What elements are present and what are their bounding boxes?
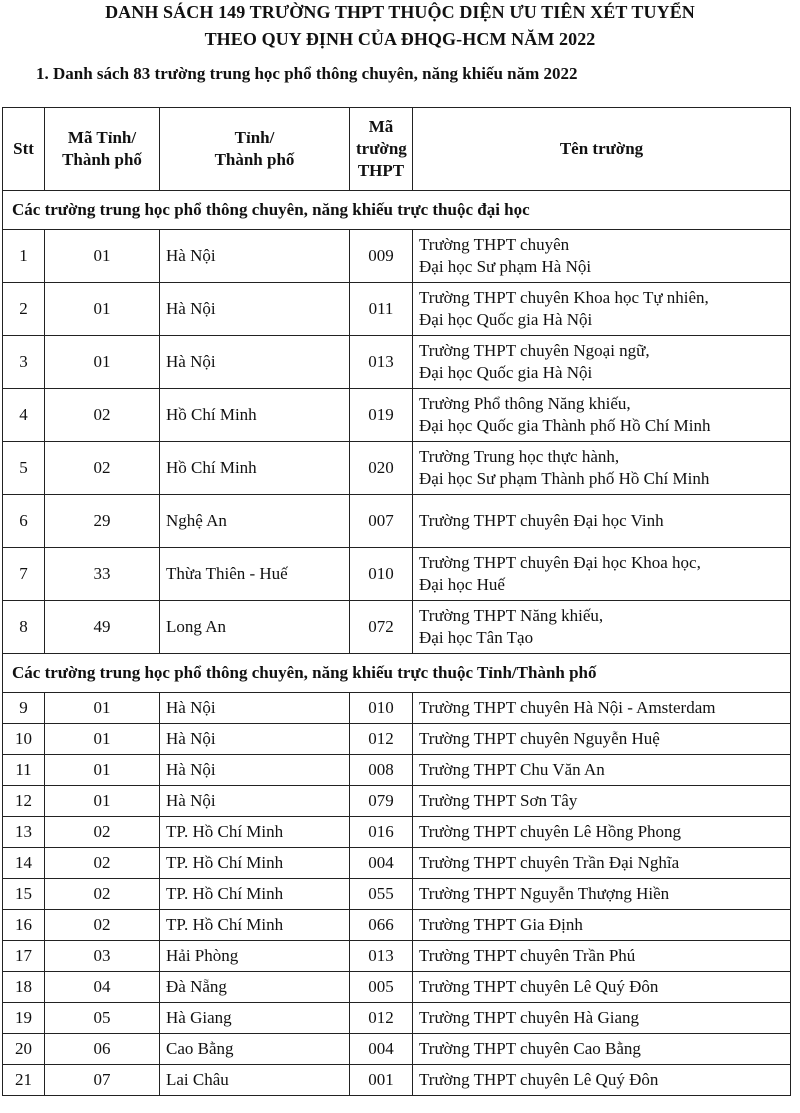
ten-truong-line-1: Trường THPT chuyên Đại học Khoa học, bbox=[419, 553, 701, 572]
cell-tinh: TP. Hồ Chí Minh bbox=[160, 910, 350, 941]
cell-tinh: Long An bbox=[160, 601, 350, 654]
cell-tinh: Cao Bằng bbox=[160, 1034, 350, 1065]
table-row bbox=[3, 817, 791, 848]
cell-ma-truong: 001 bbox=[350, 1065, 413, 1096]
table-row bbox=[3, 389, 791, 442]
cell-ma-truong: 010 bbox=[350, 693, 413, 724]
cell-ten-truong: Trường THPT chuyên Nguyễn Huệ bbox=[413, 724, 791, 755]
cell-ten-truong: Trường THPT chuyên Lê Hồng Phong bbox=[413, 817, 791, 848]
cell-ten-truong: Trường THPT chuyên Hà Giang bbox=[413, 1003, 791, 1034]
cell-stt: 15 bbox=[3, 879, 45, 910]
header-ten-truong: Tên trường bbox=[413, 108, 791, 191]
cell-ma-truong: 008 bbox=[350, 755, 413, 786]
cell-ma-truong: 019 bbox=[350, 389, 413, 442]
document-title-line-1: DANH SÁCH 149 TRƯỜNG THPT THUỘC DIỆN ƯU TIÊN XÉT TUYỂN bbox=[105, 2, 695, 22]
cell-stt: 1 bbox=[3, 230, 45, 283]
cell-tinh: Hà Nội bbox=[160, 755, 350, 786]
cell-ma-tinh: 02 bbox=[45, 910, 160, 941]
cell-ma-tinh: 49 bbox=[45, 601, 160, 654]
cell-stt: 12 bbox=[3, 786, 45, 817]
cell-ten-truong: Trường THPT Gia Định bbox=[413, 910, 791, 941]
cell-stt: 5 bbox=[3, 442, 45, 495]
cell-ma-tinh: 05 bbox=[45, 1003, 160, 1034]
cell-ma-tinh: 01 bbox=[45, 755, 160, 786]
ten-truong-line-1: Trường Trung học thực hành, bbox=[419, 447, 620, 466]
cell-ma-tinh: 02 bbox=[45, 817, 160, 848]
ten-truong-line-2: Đại học Sư phạm Hà Nội bbox=[419, 257, 592, 276]
cell-ten-truong: Trường THPT chuyên Trần Đại Nghĩa bbox=[413, 848, 791, 879]
section-subtitle: 1. Danh sách 83 trường trung học phổ thông chuyên, năng khiếu năm 2022 bbox=[36, 64, 578, 83]
cell-stt: 3 bbox=[3, 336, 45, 389]
ten-truong-line-1: Trường THPT chuyên Ngoại ngữ, bbox=[419, 341, 650, 360]
cell-tinh: Đà Nẵng bbox=[160, 972, 350, 1003]
cell-ten-truong bbox=[413, 336, 791, 389]
cell-ma-tinh: 07 bbox=[45, 1065, 160, 1096]
cell-tinh: Hồ Chí Minh bbox=[160, 442, 350, 495]
cell-ma-tinh: 33 bbox=[45, 548, 160, 601]
cell-tinh: TP. Hồ Chí Minh bbox=[160, 848, 350, 879]
table-row bbox=[3, 724, 791, 755]
table-row bbox=[3, 548, 791, 601]
cell-ten-truong bbox=[413, 601, 791, 654]
cell-ma-truong: 007 bbox=[350, 495, 413, 548]
ten-truong-line-1: Trường THPT chuyên Khoa học Tự nhiên, bbox=[419, 288, 709, 307]
table-row bbox=[3, 1065, 791, 1096]
cell-stt: 17 bbox=[3, 941, 45, 972]
header-ma-tinh: Mã Tỉnh/ Thành phố bbox=[45, 108, 160, 191]
table-row bbox=[3, 1034, 791, 1065]
cell-tinh: Thừa Thiên - Huế bbox=[160, 548, 350, 601]
table-row bbox=[3, 230, 791, 283]
cell-ten-truong bbox=[413, 283, 791, 336]
table-body bbox=[3, 191, 791, 1096]
ten-truong-line-2: Đại học Sư phạm Thành phố Hồ Chí Minh bbox=[419, 469, 710, 488]
cell-ma-tinh: 01 bbox=[45, 693, 160, 724]
cell-ma-tinh: 04 bbox=[45, 972, 160, 1003]
table-row bbox=[3, 442, 791, 495]
cell-ten-truong bbox=[413, 230, 791, 283]
cell-stt: 7 bbox=[3, 548, 45, 601]
cell-ma-tinh: 02 bbox=[45, 848, 160, 879]
cell-tinh: Hà Nội bbox=[160, 693, 350, 724]
cell-stt: 16 bbox=[3, 910, 45, 941]
table-row bbox=[3, 283, 791, 336]
cell-tinh: Hà Nội bbox=[160, 230, 350, 283]
table-row bbox=[3, 879, 791, 910]
cell-tinh: Nghệ An bbox=[160, 495, 350, 548]
cell-stt: 19 bbox=[3, 1003, 45, 1034]
cell-stt: 14 bbox=[3, 848, 45, 879]
cell-ma-truong: 004 bbox=[350, 1034, 413, 1065]
cell-ma-tinh: 01 bbox=[45, 786, 160, 817]
cell-ten-truong: Trường THPT Sơn Tây bbox=[413, 786, 791, 817]
ten-truong-line-1: Trường Phổ thông Năng khiếu, bbox=[419, 394, 631, 413]
table-row bbox=[3, 1003, 791, 1034]
cell-ten-truong: Trường THPT chuyên Hà Nội - Amsterdam bbox=[413, 693, 791, 724]
cell-ma-truong: 004 bbox=[350, 848, 413, 879]
ten-truong-line-2: Đại học Quốc gia Hà Nội bbox=[419, 310, 593, 329]
cell-ma-truong: 011 bbox=[350, 283, 413, 336]
document-title-line-2: THEO QUY ĐỊNH CỦA ĐHQG-HCM NĂM 2022 bbox=[204, 29, 596, 49]
cell-tinh: Hà Giang bbox=[160, 1003, 350, 1034]
cell-ten-truong bbox=[413, 548, 791, 601]
section-row-province bbox=[3, 654, 791, 693]
cell-stt: 20 bbox=[3, 1034, 45, 1065]
schools-table bbox=[2, 107, 791, 1096]
cell-tinh: TP. Hồ Chí Minh bbox=[160, 817, 350, 848]
cell-stt: 13 bbox=[3, 817, 45, 848]
section-row-university bbox=[3, 191, 791, 230]
cell-tinh: TP. Hồ Chí Minh bbox=[160, 879, 350, 910]
cell-stt: 11 bbox=[3, 755, 45, 786]
cell-stt: 21 bbox=[3, 1065, 45, 1096]
table-row bbox=[3, 786, 791, 817]
table-row bbox=[3, 910, 791, 941]
cell-ma-truong: 013 bbox=[350, 336, 413, 389]
table-row bbox=[3, 601, 791, 654]
header-stt: Stt bbox=[3, 108, 45, 191]
table-row bbox=[3, 693, 791, 724]
cell-ma-truong: 066 bbox=[350, 910, 413, 941]
cell-ma-truong: 016 bbox=[350, 817, 413, 848]
cell-tinh: Hải Phòng bbox=[160, 941, 350, 972]
cell-ma-tinh: 01 bbox=[45, 336, 160, 389]
ten-truong-line-1: Trường THPT Năng khiếu, bbox=[419, 606, 604, 625]
ten-truong-line-1: Trường THPT chuyên bbox=[419, 235, 570, 254]
cell-stt: 9 bbox=[3, 693, 45, 724]
cell-ma-tinh: 01 bbox=[45, 230, 160, 283]
cell-tinh: Hà Nội bbox=[160, 283, 350, 336]
cell-tinh: Hà Nội bbox=[160, 336, 350, 389]
table-header-row bbox=[3, 108, 791, 191]
ten-truong-line-2: Đại học Huế bbox=[419, 575, 505, 594]
table-row bbox=[3, 495, 791, 548]
cell-ma-truong: 010 bbox=[350, 548, 413, 601]
ten-truong-line-2: Đại học Tân Tạo bbox=[419, 628, 534, 647]
cell-ten-truong: Trường THPT chuyên Lê Quý Đôn bbox=[413, 1065, 791, 1096]
header-tinh: Tỉnh/ Thành phố bbox=[160, 108, 350, 191]
table-row bbox=[3, 848, 791, 879]
cell-tinh: Lai Châu bbox=[160, 1065, 350, 1096]
cell-ma-tinh: 06 bbox=[45, 1034, 160, 1065]
cell-ten-truong: Trường THPT Nguyễn Thượng Hiền bbox=[413, 879, 791, 910]
cell-ma-tinh: 03 bbox=[45, 941, 160, 972]
cell-ma-tinh: 02 bbox=[45, 389, 160, 442]
cell-ten-truong bbox=[413, 495, 791, 548]
cell-ten-truong bbox=[413, 389, 791, 442]
cell-stt: 8 bbox=[3, 601, 45, 654]
cell-ma-truong: 009 bbox=[350, 230, 413, 283]
cell-ten-truong: Trường THPT chuyên Trần Phú bbox=[413, 941, 791, 972]
cell-stt: 4 bbox=[3, 389, 45, 442]
ten-truong-line-1: Trường THPT chuyên Đại học Vinh bbox=[419, 511, 664, 530]
cell-stt: 2 bbox=[3, 283, 45, 336]
cell-ma-tinh: 01 bbox=[45, 283, 160, 336]
cell-ma-truong: 079 bbox=[350, 786, 413, 817]
table-row bbox=[3, 336, 791, 389]
cell-ma-truong: 005 bbox=[350, 972, 413, 1003]
cell-ma-truong: 013 bbox=[350, 941, 413, 972]
ten-truong-line-2: Đại học Quốc gia Thành phố Hồ Chí Minh bbox=[419, 416, 711, 435]
table-row bbox=[3, 755, 791, 786]
table-row bbox=[3, 972, 791, 1003]
cell-ma-truong: 012 bbox=[350, 1003, 413, 1034]
cell-ma-tinh: 29 bbox=[45, 495, 160, 548]
cell-tinh: Hà Nội bbox=[160, 724, 350, 755]
cell-stt: 10 bbox=[3, 724, 45, 755]
cell-ten-truong: Trường THPT chuyên Lê Quý Đôn bbox=[413, 972, 791, 1003]
cell-stt: 18 bbox=[3, 972, 45, 1003]
cell-ma-truong: 012 bbox=[350, 724, 413, 755]
cell-ma-tinh: 02 bbox=[45, 442, 160, 495]
cell-ten-truong: Trường THPT Chu Văn An bbox=[413, 755, 791, 786]
cell-ma-truong: 055 bbox=[350, 879, 413, 910]
cell-ten-truong bbox=[413, 442, 791, 495]
table-row bbox=[3, 941, 791, 972]
ten-truong-line-2: Đại học Quốc gia Hà Nội bbox=[419, 363, 593, 382]
cell-ma-tinh: 01 bbox=[45, 724, 160, 755]
section-label: Các trường trung học phổ thông chuyên, năng khiếu trực thuộc đại học bbox=[3, 191, 791, 230]
cell-stt: 6 bbox=[3, 495, 45, 548]
cell-ma-truong: 020 bbox=[350, 442, 413, 495]
cell-tinh: Hà Nội bbox=[160, 786, 350, 817]
header-ma-truong: Mã trường THPT bbox=[350, 108, 413, 191]
cell-ten-truong: Trường THPT chuyên Cao Bằng bbox=[413, 1034, 791, 1065]
cell-ma-tinh: 02 bbox=[45, 879, 160, 910]
cell-ma-truong: 072 bbox=[350, 601, 413, 654]
cell-tinh: Hồ Chí Minh bbox=[160, 389, 350, 442]
section-label: Các trường trung học phổ thông chuyên, năng khiếu trực thuộc Tỉnh/Thành phố bbox=[3, 654, 791, 693]
